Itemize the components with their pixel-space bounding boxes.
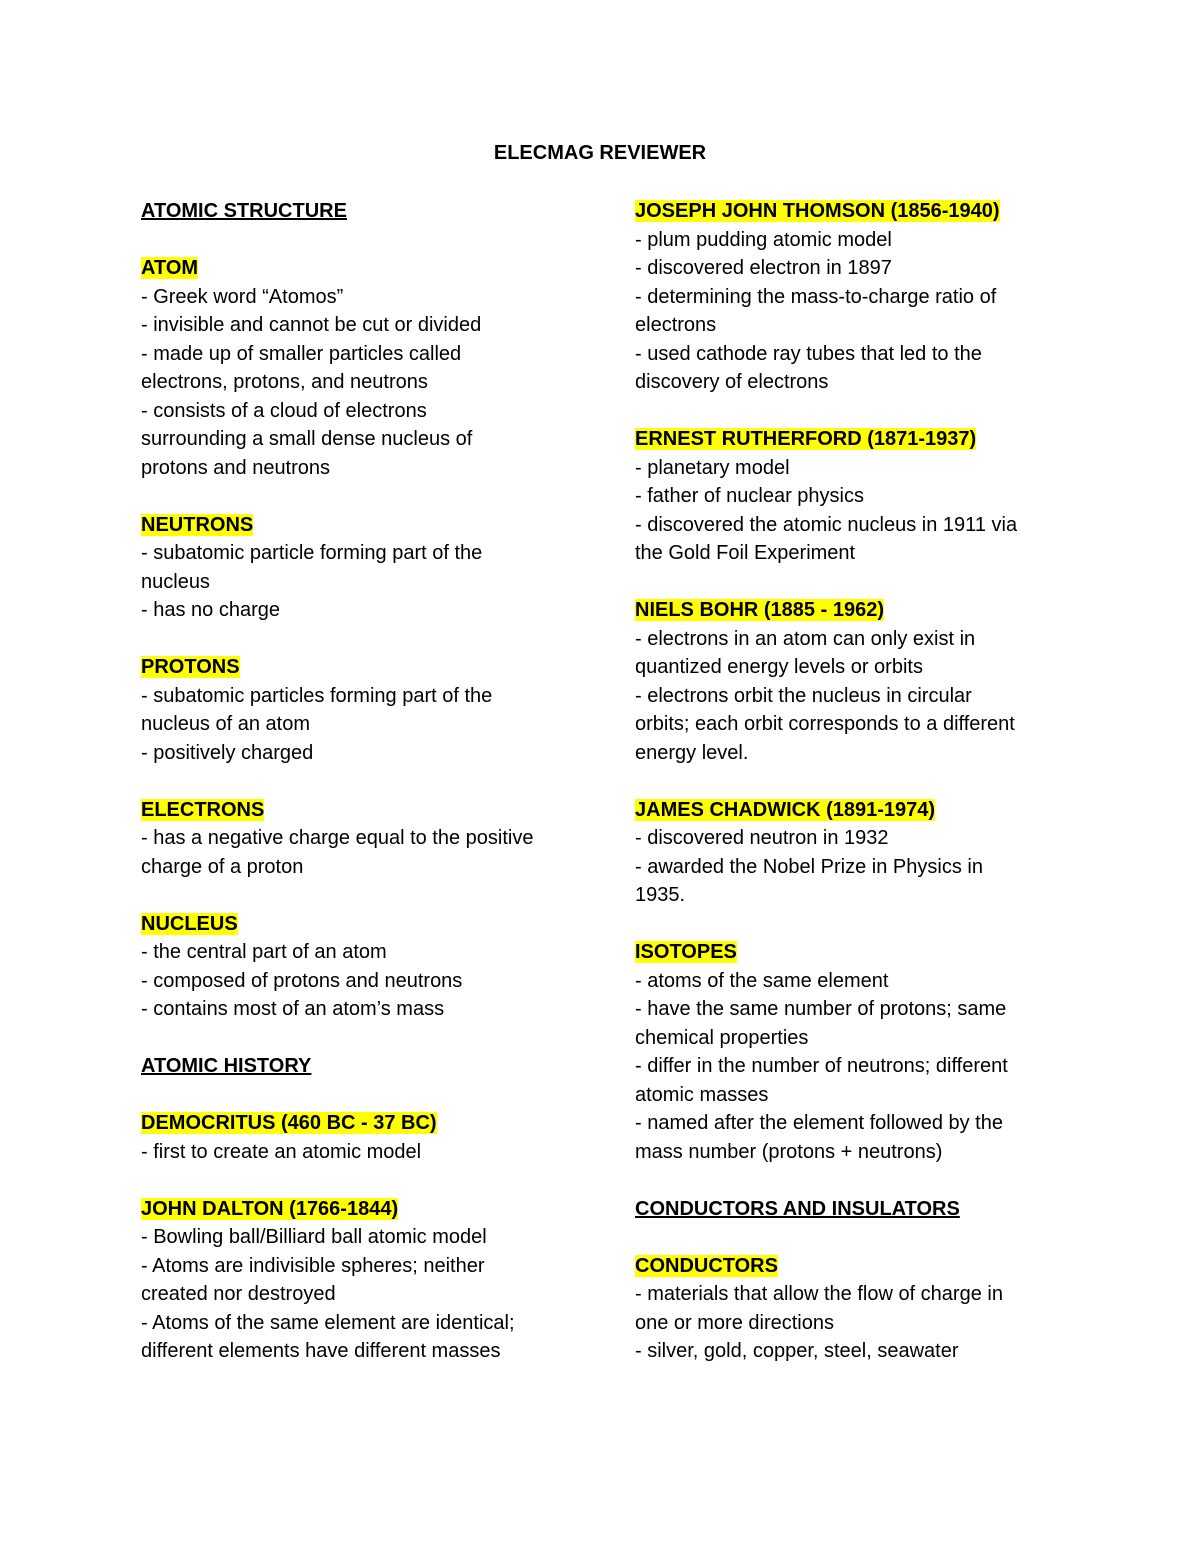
entry-line: - materials that allow the flow of charge in xyxy=(635,1283,1003,1305)
entry-line: orbits; each orbit corresponds to a different xyxy=(635,713,1015,735)
entry-line: - used cathode ray tubes that led to the xyxy=(635,342,982,365)
entry-electrons xyxy=(141,796,591,882)
entry-line: the Gold Foil Experiment xyxy=(635,542,856,564)
entry-thomson xyxy=(635,197,1065,397)
entry-line: - silver, gold, copper, steel, seawater xyxy=(635,1340,959,1362)
entry-neutrons xyxy=(141,511,591,625)
entry-line: nucleus of an atom xyxy=(141,713,310,735)
entry-line: - father of nuclear physics xyxy=(635,485,864,507)
term-isotopes: ISOTOPES xyxy=(635,941,737,963)
entry-line: - plum pudding atomic model xyxy=(635,228,892,251)
term-conductors: CONDUCTORS xyxy=(635,1254,778,1277)
entry-line: - Greek word “Atomos” xyxy=(141,285,344,308)
right-column xyxy=(635,197,1065,1366)
entry-line: - planetary model xyxy=(635,456,790,479)
entry-line: - has a negative charge equal to the positive xyxy=(141,827,534,849)
entry-protons xyxy=(141,653,591,767)
term-rutherford: ERNEST RUTHERFORD (1871-1937) xyxy=(635,428,977,450)
term-democritus: DEMOCRITUS (460 BC - 37 BC) xyxy=(141,1112,437,1134)
entry-line: - differ in the number of neutrons; different xyxy=(635,1055,1008,1077)
entry-line: - electrons orbit the nucleus in circular xyxy=(635,684,972,707)
entry-line: electrons, protons, and neutrons xyxy=(141,371,428,393)
entry-line: - atoms of the same element xyxy=(635,969,889,992)
entry-dalton xyxy=(141,1195,591,1366)
entry-line: - has no charge xyxy=(141,599,280,621)
entry-line: chemical properties xyxy=(635,1026,809,1049)
term-electrons: ELECTRONS xyxy=(141,798,265,821)
entry-line: - made up of smaller particles called xyxy=(141,342,462,365)
entry-line: discovery of electrons xyxy=(635,371,829,393)
entry-line: - Atoms of the same element are identical; xyxy=(141,1311,515,1334)
entry-line: - discovered the atomic nucleus in 1911 via xyxy=(635,513,1018,536)
entry-line: - subatomic particle forming part of the xyxy=(141,542,483,564)
entry-line: - composed of protons and neutrons xyxy=(141,969,463,992)
entry-line: - subatomic particles forming part of the xyxy=(141,684,493,707)
term-dalton: JOHN DALTON (1766-1844) xyxy=(141,1197,399,1220)
entry-line: different elements have different masses xyxy=(141,1340,501,1362)
entry-line: - electrons in an atom can only exist in xyxy=(635,627,976,650)
entry-line: nucleus xyxy=(141,570,210,593)
entry-line: surrounding a small dense nucleus of xyxy=(141,428,473,450)
entry-line: - Bowling ball/Billiard ball atomic model xyxy=(141,1226,487,1248)
left-column xyxy=(141,197,591,1366)
term-nucleus: NUCLEUS xyxy=(141,912,238,935)
entry-line: - positively charged xyxy=(141,741,314,764)
entry-line: - awarded the Nobel Prize in Physics in xyxy=(635,855,983,878)
section-heading-atomic-history: ATOMIC HISTORY xyxy=(141,1055,312,1077)
entry-line: 1935. xyxy=(635,884,686,906)
document-title: ELECMAG REVIEWER xyxy=(493,142,707,164)
entry-line: - consists of a cloud of electrons xyxy=(141,399,427,422)
entry-line: - the central part of an atom xyxy=(141,941,387,963)
entry-conductors xyxy=(635,1252,1065,1366)
entry-line: quantized energy levels or orbits xyxy=(635,656,923,678)
entry-nucleus xyxy=(141,910,591,1024)
entry-line: - Atoms are indivisible spheres; neither xyxy=(141,1254,485,1277)
entry-democritus xyxy=(141,1109,591,1166)
term-thomson: JOSEPH JOHN THOMSON (1856-1940) xyxy=(635,200,1000,222)
entry-bohr xyxy=(635,596,1065,767)
entry-line: mass number (protons + neutrons) xyxy=(635,1140,943,1163)
entry-line: - discovered neutron in 1932 xyxy=(635,827,889,849)
entry-line: created nor destroyed xyxy=(141,1283,336,1305)
entry-rutherford xyxy=(635,425,1065,568)
term-neutrons: NEUTRONS xyxy=(141,513,254,536)
entry-line: - contains most of an atom’s mass xyxy=(141,998,445,1020)
entry-line: one or more directions xyxy=(635,1311,834,1334)
term-protons: PROTONS xyxy=(141,656,240,678)
entry-line: energy level. xyxy=(635,741,749,764)
term-bohr: NIELS BOHR (1885 - 1962) xyxy=(635,599,884,621)
entry-chadwick xyxy=(635,796,1065,910)
entry-line: - invisible and cannot be cut or divided xyxy=(141,314,482,336)
entry-line: - discovered electron in 1897 xyxy=(635,257,892,279)
entry-line: - have the same number of protons; same xyxy=(635,998,1007,1020)
entry-line: - named after the element followed by the xyxy=(635,1112,1003,1134)
entry-line: - first to create an atomic model xyxy=(141,1140,422,1163)
entry-line: atomic masses xyxy=(635,1083,769,1106)
entry-line: protons and neutrons xyxy=(141,456,331,479)
section-heading-atomic-structure: ATOMIC STRUCTURE xyxy=(141,200,347,222)
entry-atom xyxy=(141,254,591,482)
entry-line: - determining the mass-to-charge ratio of xyxy=(635,285,997,308)
term-atom: ATOM xyxy=(141,257,199,279)
section-heading-conductors-insulators: CONDUCTORS AND INSULATORS xyxy=(635,1197,960,1220)
entry-line: charge of a proton xyxy=(141,855,304,878)
term-chadwick: JAMES CHADWICK (1891-1974) xyxy=(635,798,936,821)
entry-isotopes xyxy=(635,938,1065,1166)
entry-line: electrons xyxy=(635,314,717,336)
